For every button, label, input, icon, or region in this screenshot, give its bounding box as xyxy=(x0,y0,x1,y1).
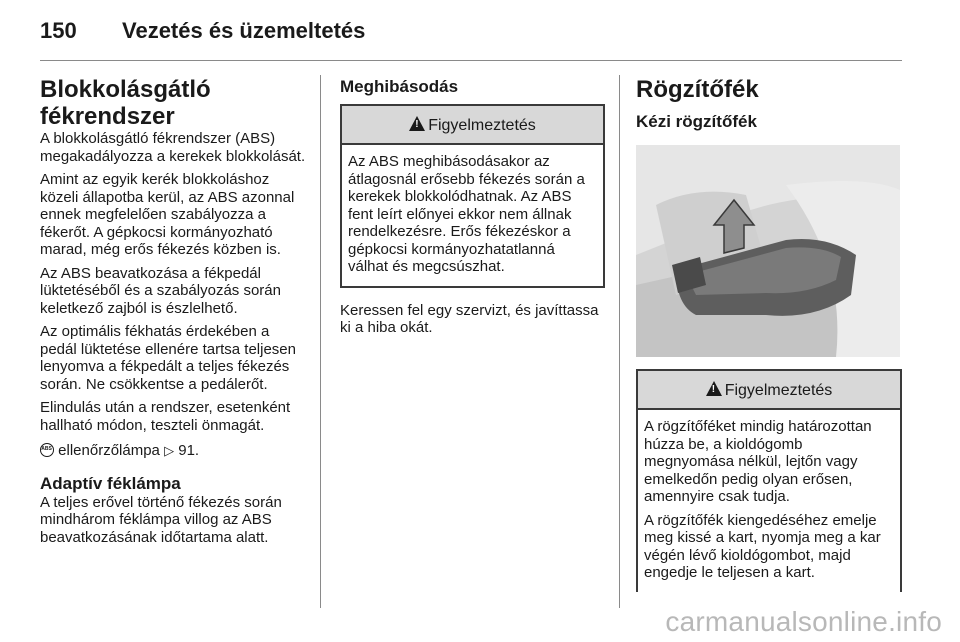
warning-header xyxy=(638,371,900,410)
reference-text: ellenőrzőlámpa xyxy=(58,442,160,459)
warning-title: Figyelmeztetés xyxy=(428,117,536,134)
abs-paragraph-4: Az optimális fékhatás érdekében a pedál lüktetése ellenére tartsa teljesen lenyomva a fékpedált a teljes fékezés során. Ne csökkentse a pedálerőt. xyxy=(40,323,296,393)
subheading-malfunction: Meghibásodás xyxy=(340,77,459,96)
warning-triangle-icon xyxy=(706,381,722,396)
warning-box-parking-brake xyxy=(636,369,902,592)
section-title-abs: Blokkolásgátló fékrendszer xyxy=(40,76,211,130)
malfunction-advice: Keressen fel egy szervizt, és javíttassa ki a hiba okát. xyxy=(340,301,599,336)
subheading-manual-parking-brake: Kézi rögzítőfék xyxy=(636,112,757,131)
header-rule xyxy=(40,60,902,61)
abs-paragraph-2: Amint az egyik kerék blokkoláshoz közeli állapotba kerül, az ABS azonnal ennek megfelelően szabályozza a fékerőt. A gépkocsi kormányozható marad, még erős fékezés közben is. xyxy=(40,171,295,258)
running-title: Vezetés és üzemeltetés xyxy=(122,18,366,43)
handbrake-illustration xyxy=(636,145,900,357)
column-divider-left xyxy=(320,75,321,608)
subheading-adaptive-brake-light: Adaptív féklámpa xyxy=(40,473,181,493)
warning-body xyxy=(342,145,603,286)
reference-page-link[interactable]: 91. xyxy=(178,442,200,459)
column-abs xyxy=(40,76,306,546)
adaptive-brake-light-paragraph: A teljes erővel történő fékezés során mindhárom féklámpa villog az ABS beavatkozásának időtartama alatt. xyxy=(40,493,282,546)
page-reference-arrow-icon[interactable]: ▷ xyxy=(164,443,175,458)
abs-paragraph-1: A blokkolásgátló fékrendszer (ABS) megakadályozza a kerekek blokkolását. xyxy=(40,130,306,165)
column-malfunction xyxy=(340,76,605,337)
warning-text-1: A rögzítőféket mindig határozottan húzza be, a kioldógomb megnyomása nélkül, lejtőn vagy emelkedőn pedig olyan erősen, amennyire csak tudja. xyxy=(644,418,872,505)
handbrake-lever-photo xyxy=(636,145,900,357)
warning-body xyxy=(638,410,900,592)
abs-paragraph-5: Elindulás után a rendszer, esetenként hallható módon, teszteli önmagát. xyxy=(40,399,291,434)
abs-paragraph-3: Az ABS beavatkozása a fékpedál lüktetéséből és a szabályozás során keletkező zajból is észlelhető. xyxy=(40,264,281,317)
warning-box-abs xyxy=(340,104,605,288)
column-divider-right xyxy=(619,75,620,608)
warning-text: Az ABS meghibásodásakor az átlagosnál erősebb fékezés során a kerekek blokkolódhatnak. Az ABS fent leírt előnyei ekkor nem állnak rendelkezésre. Erős fékezéskor a gépkocsi kormányozhatatlanná válhat és megcsúszhat. xyxy=(348,153,585,275)
warning-title: Figyelmeztetés xyxy=(724,382,833,399)
warning-text-2: A rögzítőfék kiengedéséhez emelje meg kissé a kart, nyomja meg a kar végén lévő kioldógombot, majd engedje le teljesen a kart. xyxy=(644,511,881,581)
abs-lamp-reference xyxy=(40,442,306,460)
abs-warning-lamp-icon xyxy=(40,443,54,457)
section-title-parking-brake: Rögzítőfék xyxy=(636,76,759,103)
watermark: carmanualsonline.info xyxy=(665,606,942,637)
warning-triangle-icon xyxy=(409,116,425,131)
page-number: 150 xyxy=(40,18,77,43)
warning-header xyxy=(342,106,603,145)
column-parking-brake xyxy=(636,76,902,592)
